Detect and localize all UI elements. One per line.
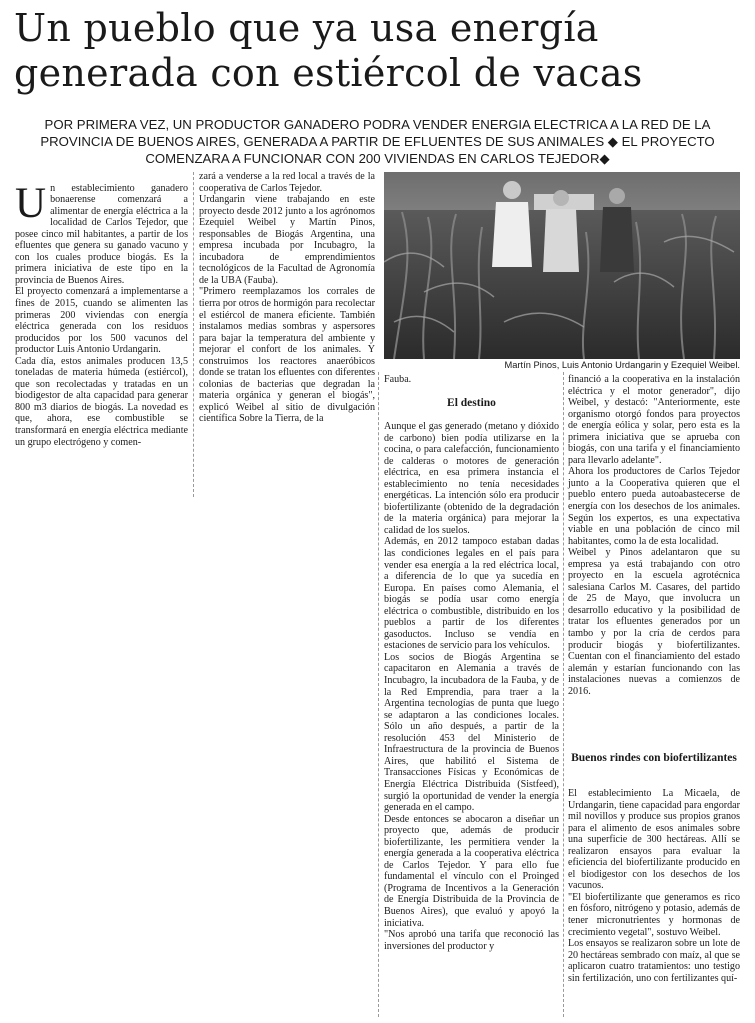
dropcap: U bbox=[15, 179, 47, 227]
article-column-2: zará a venderse a la red local a través de la cooperativa de Carlos Tejedor. Urdangarin viene trabajando en este proyecto desde 2012 junto a los agrónomos Ezequiel Weibel y Martín Pinos, responsables de Biogás Argentina, una empresa incubada por Incubagro, la incubadora de emprendimientos tecnológicos de la Facultad de Agronomía de la UBA (Fauba). "Primero reemplazamos los corrales de tierra por otros de hormigón para recolectar el estiércol de manera eficiente. También instalamos medias sombras y aspersores para bajar la temperatura del ambiente y mejorar el confort de los animales. Y construimos los reactores anaeróbicos donde se tratan los efluentes con diferentes colonias de bacterias que degradan la materia orgánica y generan el biogás", explicó Weibel al sitio de divulgación científica Sobre la Tierra, de la bbox=[199, 171, 375, 425]
photo-caption: Martín Pinos, Luis Antonio Urdangarin y Ezequiel Weibel. bbox=[504, 360, 740, 370]
column-divider bbox=[378, 372, 379, 1017]
column-3-top-text: Fauba. bbox=[384, 374, 412, 385]
article-column-4: financió a la cooperativa en la instalación eléctrica y el motor generador", dijo Weibel, y destacó: "Anteriormente, este organismo otorgó fondos para proyectos de energía eólica y solar, pero esta es la primera iniciativa que se aprueba con biogás, con una tarifa y el financiamiento para llevarlo adelante". Ahora los productores de Carlos Tejedor junto a la Cooperativa quieren que el pueblo entero pueda autoabastecerse de energía con los desechos de los animales. Según los expertos, es una expectativa viable en una población de cinco mil habitantes, como la de esta localidad. Weibel y Pinos adelantaron que su empresa ya está trabajando con otro proyecto en la escuela agrotécnica salesiana Carlos M. Casares, del partido de 25 de Mayo, que involucra un desarrollo educativo y la posibilidad de tratar los efluentes generados por un tambo y por la cría de cerdos para producir biogás y biofertilizantes. Cuentan con el financiamiento del estado alemán y estarían funcionando con las instalaciones nuevas a comienzos de 2016. bbox=[568, 374, 740, 697]
headline: Un pueblo que ya usa energía generada con estiércol de vacas bbox=[14, 6, 643, 95]
subhead-buenos-rindes: Buenos rindes con biofertilizantes bbox=[571, 752, 737, 764]
column-1-text: n establecimiento ganadero bonaerense comenzará a alimentar de energía eléctrica a la localidad de Carlos Tejedor, que posee cinco mil habitantes, a partir de los efluentes que genera su ganado vacuno y con los cuales produce biogás. Es la primera iniciativa de este tipo en la provincia de Buenos Aires. El proyecto comenzará a implementarse a fines de 2015, cuando se alimenten las primeras 200 viviendas con energía eléctrica generada con los residuos producidos por los 500 vacunos del productor Luis Antonio Urdangarin. Cada día, estos animales producen 13,5 toneladas de materia húmeda (estiércol), que son recolectadas y tratadas en un biodigestor de alta capacidad para generar 800 m3 diarios de biogás. La novedad es que, ahora, ese combustible se transformará en energía eléctrica mediante un grupo electrógeno y comen- bbox=[15, 182, 188, 448]
subhead-el-destino: El destino bbox=[447, 397, 496, 409]
article-column-1 bbox=[15, 171, 188, 448]
deck: POR PRIMERA VEZ, UN PRODUCTOR GANADERO PODRA VENDER ENERGIA ELECTRICA A LA RED DE LA PROVINCIA DE BUENOS AIRES, GENERADA A PARTIR DE EFLUENTES DE SUS ANIMALES ◆ EL PROYECTO COMENZARA A FUNCIONAR CON 200 VIVIENDAS EN CARLOS TEJEDOR◆ bbox=[40, 117, 715, 166]
article-column-3: Aunque el gas generado (metano y dióxido de carbono) bien podía utilizarse en la cocina, o para calefacción, funcionamiento de calderas o motores de generación eléctrica, en esa primera instancia el establecimiento no tenía necesidades energéticas. La intención sólo era producir biofertilizante (obtenido de la degradación de la materia orgánica) para mejorar la calidad de los suelos. Además, en 2012 tampoco estaban dadas las condiciones legales en el país para vender esa energía a la red eléctrica local, a diferencia de lo que ya sucedía en Europa. En países como Alemania, el biogás se podía usar como energía eléctrica o combustible, distribuido en los pueblos a partir de los diferentes gasoductos. Incluso se vendía en estaciones de servicio para los vehículos. Los socios de Biogás Argentina se capacitaron en Alemania a través de Incubagro, la incubadora de la Fauba, y de la Red Emprendia, para traer a la Argentina tecnologías de punta que luego se adaptaron a las condiciones locales. Sólo un año después, a partir de la resolución 453 del Ministerio de Infraestructura de la provincia de Buenos Aires, que habilitó el Sistema de Transacciones Físicas y Económicas de Energía Eléctrica Distribuida (Sistfeed), surgió la oportunidad de vender la energía generada en el campo. Desde entonces se abocaron a diseñar un proyecto que, además de producir biofertilizante, les permitiera vender la energía generada a la cooperativa eléctrica de Carlos Tejedor. Y para ello fue fundamental el vínculo con el Proinged (Programa de Incentivos a la Generación de Energía Distribuida de la Provincia de Buenos Aires), que evaluó y apoyó la iniciativa. "Nos aprobó una tarifa que reconoció las inversiones del productor y bbox=[384, 421, 559, 952]
column-divider bbox=[193, 172, 194, 497]
column-divider bbox=[563, 372, 564, 1017]
article-column-4b: El establecimiento La Micaela, de Urdangarin, tiene capacidad para engordar mil novillos y produce sus propios granos para el alimento de esos animales sobre una superficie de 300 hectáreas. Allí se realizaron ensayos para evaluar la eficiencia del biofertilizante producido en el biodigestor con los desechos de los vacunos. "El biofertilizante que generamos es rico en fósforo, nitrógeno y potasio, además de tener micronutrientes y hormonas de crecimiento vegetal", sostuvo Weibel. Los ensayos se realizaron sobre un lote de 20 hectáreas sembrado con maíz, al que se aplicaron cuatro tratamientos: uno testigo sin fertilización, uno con fertilizantes quí- bbox=[568, 788, 740, 984]
photo-cornfield bbox=[384, 172, 740, 359]
